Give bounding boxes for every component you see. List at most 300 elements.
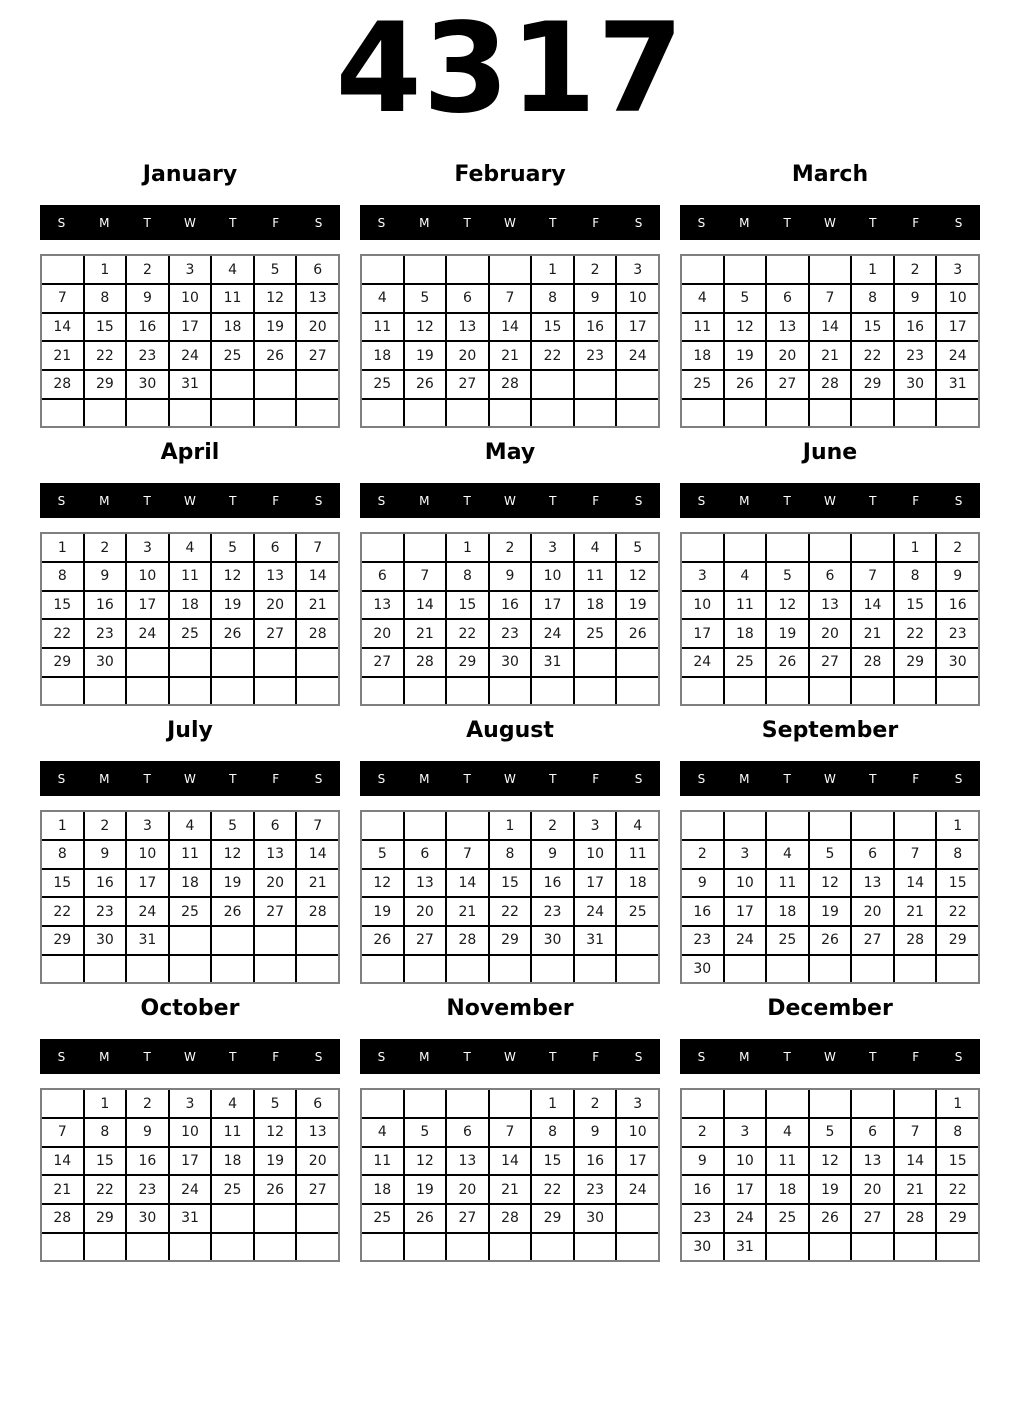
- weekday-label: S: [954, 493, 963, 508]
- day-cell: 27: [255, 898, 296, 925]
- day-cell: 8: [852, 285, 893, 312]
- empty-cell: [127, 1234, 168, 1261]
- empty-cell: [532, 1234, 573, 1261]
- day-cell: 11: [767, 870, 808, 897]
- empty-cell: [362, 256, 403, 283]
- month-october: [40, 996, 340, 1262]
- weekday-header-row: [360, 483, 660, 518]
- day-cell: 5: [212, 534, 253, 561]
- day-cell: 18: [767, 898, 808, 925]
- weekday-label: W: [504, 215, 516, 230]
- empty-cell: [297, 1205, 338, 1232]
- empty-cell: [852, 1234, 893, 1261]
- day-cell: 16: [85, 870, 126, 897]
- month-july: [40, 718, 340, 984]
- day-cell: 25: [212, 1176, 253, 1203]
- day-cell: 19: [617, 592, 658, 619]
- weekday-label: S: [634, 493, 643, 508]
- day-cell: 27: [852, 1205, 893, 1232]
- empty-cell: [212, 371, 253, 398]
- date-grid: [360, 810, 660, 984]
- day-cell: 26: [255, 1176, 296, 1203]
- empty-cell: [810, 812, 851, 839]
- day-cell: 10: [937, 285, 978, 312]
- weekday-label: T: [143, 1049, 151, 1064]
- empty-cell: [490, 256, 531, 283]
- empty-cell: [767, 678, 808, 705]
- day-cell: 17: [617, 314, 658, 341]
- empty-cell: [447, 256, 488, 283]
- day-cell: 1: [532, 1090, 573, 1117]
- day-cell: 2: [127, 1090, 168, 1117]
- day-cell: 24: [170, 1176, 211, 1203]
- day-cell: 6: [767, 285, 808, 312]
- month-title: November: [446, 996, 574, 1022]
- weekday-header-row: [40, 483, 340, 518]
- month-title: March: [791, 162, 869, 188]
- weekday-label: S: [697, 215, 706, 230]
- empty-cell: [895, 1234, 936, 1261]
- weekday-label: T: [783, 493, 791, 508]
- day-cell: 28: [297, 898, 338, 925]
- empty-cell: [42, 956, 83, 983]
- day-cell: 1: [42, 534, 83, 561]
- empty-cell: [810, 1090, 851, 1117]
- empty-cell: [852, 956, 893, 983]
- empty-cell: [447, 812, 488, 839]
- day-cell: 24: [937, 342, 978, 369]
- day-cell: 12: [767, 592, 808, 619]
- year-title: 4317: [335, 0, 685, 141]
- day-cell: 24: [170, 342, 211, 369]
- day-cell: 28: [490, 371, 531, 398]
- day-cell: 1: [852, 256, 893, 283]
- weekday-label: T: [463, 1049, 471, 1064]
- empty-cell: [170, 649, 211, 676]
- empty-cell: [682, 678, 723, 705]
- day-cell: 16: [532, 870, 573, 897]
- day-cell: 23: [682, 927, 723, 954]
- weekday-label: M: [739, 493, 750, 508]
- weekday-header-row: [40, 1039, 340, 1074]
- weekday-label: T: [869, 771, 877, 786]
- empty-cell: [297, 956, 338, 983]
- day-cell: 16: [937, 592, 978, 619]
- empty-cell: [405, 1234, 446, 1261]
- day-cell: 6: [852, 841, 893, 868]
- day-cell: 12: [255, 285, 296, 312]
- day-cell: 6: [255, 812, 296, 839]
- day-cell: 12: [362, 870, 403, 897]
- month-title: July: [167, 718, 213, 744]
- empty-cell: [810, 956, 851, 983]
- day-cell: 1: [85, 1090, 126, 1117]
- day-cell: 20: [405, 898, 446, 925]
- empty-cell: [170, 678, 211, 705]
- empty-cell: [575, 649, 616, 676]
- weekday-label: T: [229, 771, 237, 786]
- empty-cell: [405, 1090, 446, 1117]
- empty-cell: [127, 400, 168, 427]
- empty-cell: [297, 649, 338, 676]
- day-cell: 10: [725, 870, 766, 897]
- day-cell: 26: [405, 1205, 446, 1232]
- day-cell: 30: [682, 1234, 723, 1261]
- day-cell: 14: [42, 1148, 83, 1175]
- day-cell: 22: [532, 1176, 573, 1203]
- day-cell: 26: [362, 927, 403, 954]
- day-cell: 29: [937, 1205, 978, 1232]
- day-cell: 4: [682, 285, 723, 312]
- weekday-header-row: [40, 761, 340, 796]
- empty-cell: [895, 956, 936, 983]
- day-cell: 30: [682, 956, 723, 983]
- day-cell: 30: [895, 371, 936, 398]
- day-cell: 25: [212, 342, 253, 369]
- empty-cell: [297, 1234, 338, 1261]
- empty-cell: [725, 256, 766, 283]
- empty-cell: [255, 927, 296, 954]
- empty-cell: [362, 400, 403, 427]
- day-cell: 7: [490, 285, 531, 312]
- day-cell: 23: [937, 620, 978, 647]
- empty-cell: [575, 1234, 616, 1261]
- empty-cell: [362, 812, 403, 839]
- empty-cell: [362, 534, 403, 561]
- empty-cell: [725, 400, 766, 427]
- weekday-header-row: [360, 205, 660, 240]
- day-cell: 30: [85, 649, 126, 676]
- day-cell: 2: [532, 812, 573, 839]
- empty-cell: [362, 956, 403, 983]
- day-cell: 4: [617, 812, 658, 839]
- weekday-label: S: [57, 1049, 66, 1064]
- weekday-label: M: [739, 215, 750, 230]
- day-cell: 17: [127, 592, 168, 619]
- empty-cell: [362, 678, 403, 705]
- day-cell: 22: [490, 898, 531, 925]
- day-cell: 1: [490, 812, 531, 839]
- day-cell: 25: [617, 898, 658, 925]
- empty-cell: [682, 400, 723, 427]
- day-cell: 26: [617, 620, 658, 647]
- day-cell: 11: [617, 841, 658, 868]
- day-cell: 9: [85, 841, 126, 868]
- day-cell: 30: [85, 927, 126, 954]
- day-cell: 5: [255, 256, 296, 283]
- day-cell: 30: [127, 371, 168, 398]
- day-cell: 1: [85, 256, 126, 283]
- day-cell: 3: [617, 1090, 658, 1117]
- empty-cell: [937, 1234, 978, 1261]
- day-cell: 23: [575, 342, 616, 369]
- month-title: January: [142, 162, 238, 188]
- day-cell: 23: [682, 1205, 723, 1232]
- day-cell: 5: [405, 1119, 446, 1146]
- day-cell: 8: [85, 285, 126, 312]
- day-cell: 24: [617, 1176, 658, 1203]
- day-cell: 20: [447, 342, 488, 369]
- date-grid: [40, 810, 340, 984]
- day-cell: 22: [852, 342, 893, 369]
- empty-cell: [617, 1234, 658, 1261]
- day-cell: 8: [895, 563, 936, 590]
- day-cell: 5: [810, 1119, 851, 1146]
- weekday-label: W: [824, 771, 836, 786]
- day-cell: 13: [852, 870, 893, 897]
- day-cell: 6: [255, 534, 296, 561]
- weekday-header-row: [360, 1039, 660, 1074]
- weekday-label: F: [592, 771, 600, 786]
- day-cell: 19: [255, 314, 296, 341]
- day-cell: 31: [532, 649, 573, 676]
- day-cell: 24: [127, 898, 168, 925]
- weekday-header-row: [680, 483, 980, 518]
- weekday-label: F: [592, 1049, 600, 1064]
- weekday-label: S: [314, 1049, 323, 1064]
- day-cell: 22: [532, 342, 573, 369]
- day-cell: 19: [405, 1176, 446, 1203]
- day-cell: 2: [682, 841, 723, 868]
- month-march: [680, 162, 980, 428]
- weekday-label: T: [549, 493, 557, 508]
- day-cell: 20: [362, 620, 403, 647]
- day-cell: 4: [170, 812, 211, 839]
- day-cell: 17: [725, 1176, 766, 1203]
- day-cell: 6: [405, 841, 446, 868]
- empty-cell: [852, 812, 893, 839]
- day-cell: 16: [895, 314, 936, 341]
- day-cell: 10: [682, 592, 723, 619]
- empty-cell: [532, 371, 573, 398]
- day-cell: 6: [852, 1119, 893, 1146]
- day-cell: 21: [490, 342, 531, 369]
- day-cell: 15: [852, 314, 893, 341]
- weekday-label: F: [272, 771, 280, 786]
- day-cell: 13: [810, 592, 851, 619]
- empty-cell: [127, 956, 168, 983]
- weekday-label: F: [272, 215, 280, 230]
- day-cell: 20: [297, 314, 338, 341]
- day-cell: 14: [297, 563, 338, 590]
- date-grid: [360, 532, 660, 706]
- empty-cell: [810, 1234, 851, 1261]
- day-cell: 15: [42, 592, 83, 619]
- weekday-label: S: [954, 1049, 963, 1064]
- month-june: [680, 440, 980, 706]
- day-cell: 4: [767, 841, 808, 868]
- day-cell: 12: [405, 314, 446, 341]
- day-cell: 23: [85, 620, 126, 647]
- day-cell: 20: [767, 342, 808, 369]
- empty-cell: [725, 956, 766, 983]
- day-cell: 27: [405, 927, 446, 954]
- weekday-label: W: [824, 493, 836, 508]
- empty-cell: [255, 1234, 296, 1261]
- day-cell: 27: [297, 1176, 338, 1203]
- empty-cell: [255, 956, 296, 983]
- day-cell: 29: [895, 649, 936, 676]
- day-cell: 27: [447, 371, 488, 398]
- day-cell: 28: [42, 371, 83, 398]
- day-cell: 13: [362, 592, 403, 619]
- day-cell: 5: [617, 534, 658, 561]
- weekday-label: W: [824, 1049, 836, 1064]
- day-cell: 8: [42, 841, 83, 868]
- day-cell: 1: [937, 812, 978, 839]
- empty-cell: [490, 1234, 531, 1261]
- empty-cell: [490, 956, 531, 983]
- month-september: [680, 718, 980, 984]
- weekday-label: S: [634, 1049, 643, 1064]
- day-cell: 21: [895, 1176, 936, 1203]
- day-cell: 2: [575, 1090, 616, 1117]
- day-cell: 7: [810, 285, 851, 312]
- day-cell: 10: [532, 563, 573, 590]
- weekday-label: S: [57, 771, 66, 786]
- day-cell: 11: [682, 314, 723, 341]
- empty-cell: [575, 956, 616, 983]
- day-cell: 16: [127, 314, 168, 341]
- day-cell: 9: [575, 1119, 616, 1146]
- day-cell: 21: [297, 592, 338, 619]
- weekday-label: S: [314, 215, 323, 230]
- day-cell: 31: [170, 371, 211, 398]
- day-cell: 5: [767, 563, 808, 590]
- weekday-label: M: [419, 771, 430, 786]
- day-cell: 3: [937, 256, 978, 283]
- empty-cell: [127, 649, 168, 676]
- empty-cell: [895, 678, 936, 705]
- empty-cell: [767, 400, 808, 427]
- empty-cell: [575, 400, 616, 427]
- day-cell: 9: [85, 563, 126, 590]
- weekday-label: T: [463, 493, 471, 508]
- day-cell: 17: [532, 592, 573, 619]
- day-cell: 17: [725, 898, 766, 925]
- day-cell: 10: [725, 1148, 766, 1175]
- day-cell: 21: [42, 1176, 83, 1203]
- empty-cell: [85, 1234, 126, 1261]
- month-title: February: [454, 162, 566, 188]
- empty-cell: [212, 927, 253, 954]
- day-cell: 29: [85, 371, 126, 398]
- empty-cell: [810, 534, 851, 561]
- day-cell: 30: [937, 649, 978, 676]
- weekday-label: F: [912, 493, 920, 508]
- day-cell: 28: [297, 620, 338, 647]
- empty-cell: [127, 678, 168, 705]
- weekday-label: T: [143, 215, 151, 230]
- day-cell: 16: [127, 1148, 168, 1175]
- empty-cell: [852, 534, 893, 561]
- day-cell: 31: [937, 371, 978, 398]
- day-cell: 29: [937, 927, 978, 954]
- weekday-header-row: [360, 761, 660, 796]
- day-cell: 30: [532, 927, 573, 954]
- day-cell: 12: [810, 1148, 851, 1175]
- empty-cell: [42, 1090, 83, 1117]
- day-cell: 7: [895, 841, 936, 868]
- day-cell: 20: [852, 898, 893, 925]
- weekday-label: F: [592, 493, 600, 508]
- weekday-header-row: [680, 761, 980, 796]
- day-cell: 1: [895, 534, 936, 561]
- weekday-label: W: [184, 771, 196, 786]
- day-cell: 12: [255, 1119, 296, 1146]
- day-cell: 31: [575, 927, 616, 954]
- weekday-label: T: [869, 1049, 877, 1064]
- day-cell: 28: [405, 649, 446, 676]
- day-cell: 16: [490, 592, 531, 619]
- day-cell: 21: [42, 342, 83, 369]
- day-cell: 7: [297, 812, 338, 839]
- weekday-label: F: [912, 771, 920, 786]
- day-cell: 1: [447, 534, 488, 561]
- weekday-label: S: [634, 771, 643, 786]
- weekday-label: S: [314, 493, 323, 508]
- day-cell: 8: [532, 285, 573, 312]
- day-cell: 26: [767, 649, 808, 676]
- day-cell: 14: [895, 870, 936, 897]
- day-cell: 17: [127, 870, 168, 897]
- day-cell: 18: [212, 314, 253, 341]
- empty-cell: [42, 678, 83, 705]
- day-cell: 9: [895, 285, 936, 312]
- weekday-label: M: [99, 493, 110, 508]
- empty-cell: [895, 812, 936, 839]
- day-cell: 23: [575, 1176, 616, 1203]
- day-cell: 11: [170, 841, 211, 868]
- day-cell: 7: [895, 1119, 936, 1146]
- day-cell: 22: [42, 898, 83, 925]
- day-cell: 20: [255, 870, 296, 897]
- empty-cell: [255, 649, 296, 676]
- day-cell: 26: [405, 371, 446, 398]
- day-cell: 21: [297, 870, 338, 897]
- day-cell: 1: [42, 812, 83, 839]
- day-cell: 29: [42, 649, 83, 676]
- weekday-label: T: [229, 1049, 237, 1064]
- day-cell: 14: [490, 1148, 531, 1175]
- month-title: October: [140, 996, 240, 1022]
- day-cell: 12: [405, 1148, 446, 1175]
- day-cell: 17: [575, 870, 616, 897]
- weekday-label: M: [419, 493, 430, 508]
- empty-cell: [852, 678, 893, 705]
- day-cell: 15: [895, 592, 936, 619]
- empty-cell: [937, 956, 978, 983]
- day-cell: 17: [170, 1148, 211, 1175]
- day-cell: 22: [447, 620, 488, 647]
- empty-cell: [297, 371, 338, 398]
- day-cell: 14: [810, 314, 851, 341]
- empty-cell: [617, 400, 658, 427]
- day-cell: 18: [212, 1148, 253, 1175]
- day-cell: 11: [725, 592, 766, 619]
- day-cell: 4: [362, 1119, 403, 1146]
- day-cell: 3: [170, 1090, 211, 1117]
- day-cell: 7: [42, 1119, 83, 1146]
- weekday-label: W: [184, 1049, 196, 1064]
- day-cell: 16: [682, 898, 723, 925]
- day-cell: 2: [127, 256, 168, 283]
- day-cell: 10: [170, 285, 211, 312]
- empty-cell: [767, 1234, 808, 1261]
- day-cell: 15: [937, 1148, 978, 1175]
- empty-cell: [937, 678, 978, 705]
- day-cell: 18: [170, 870, 211, 897]
